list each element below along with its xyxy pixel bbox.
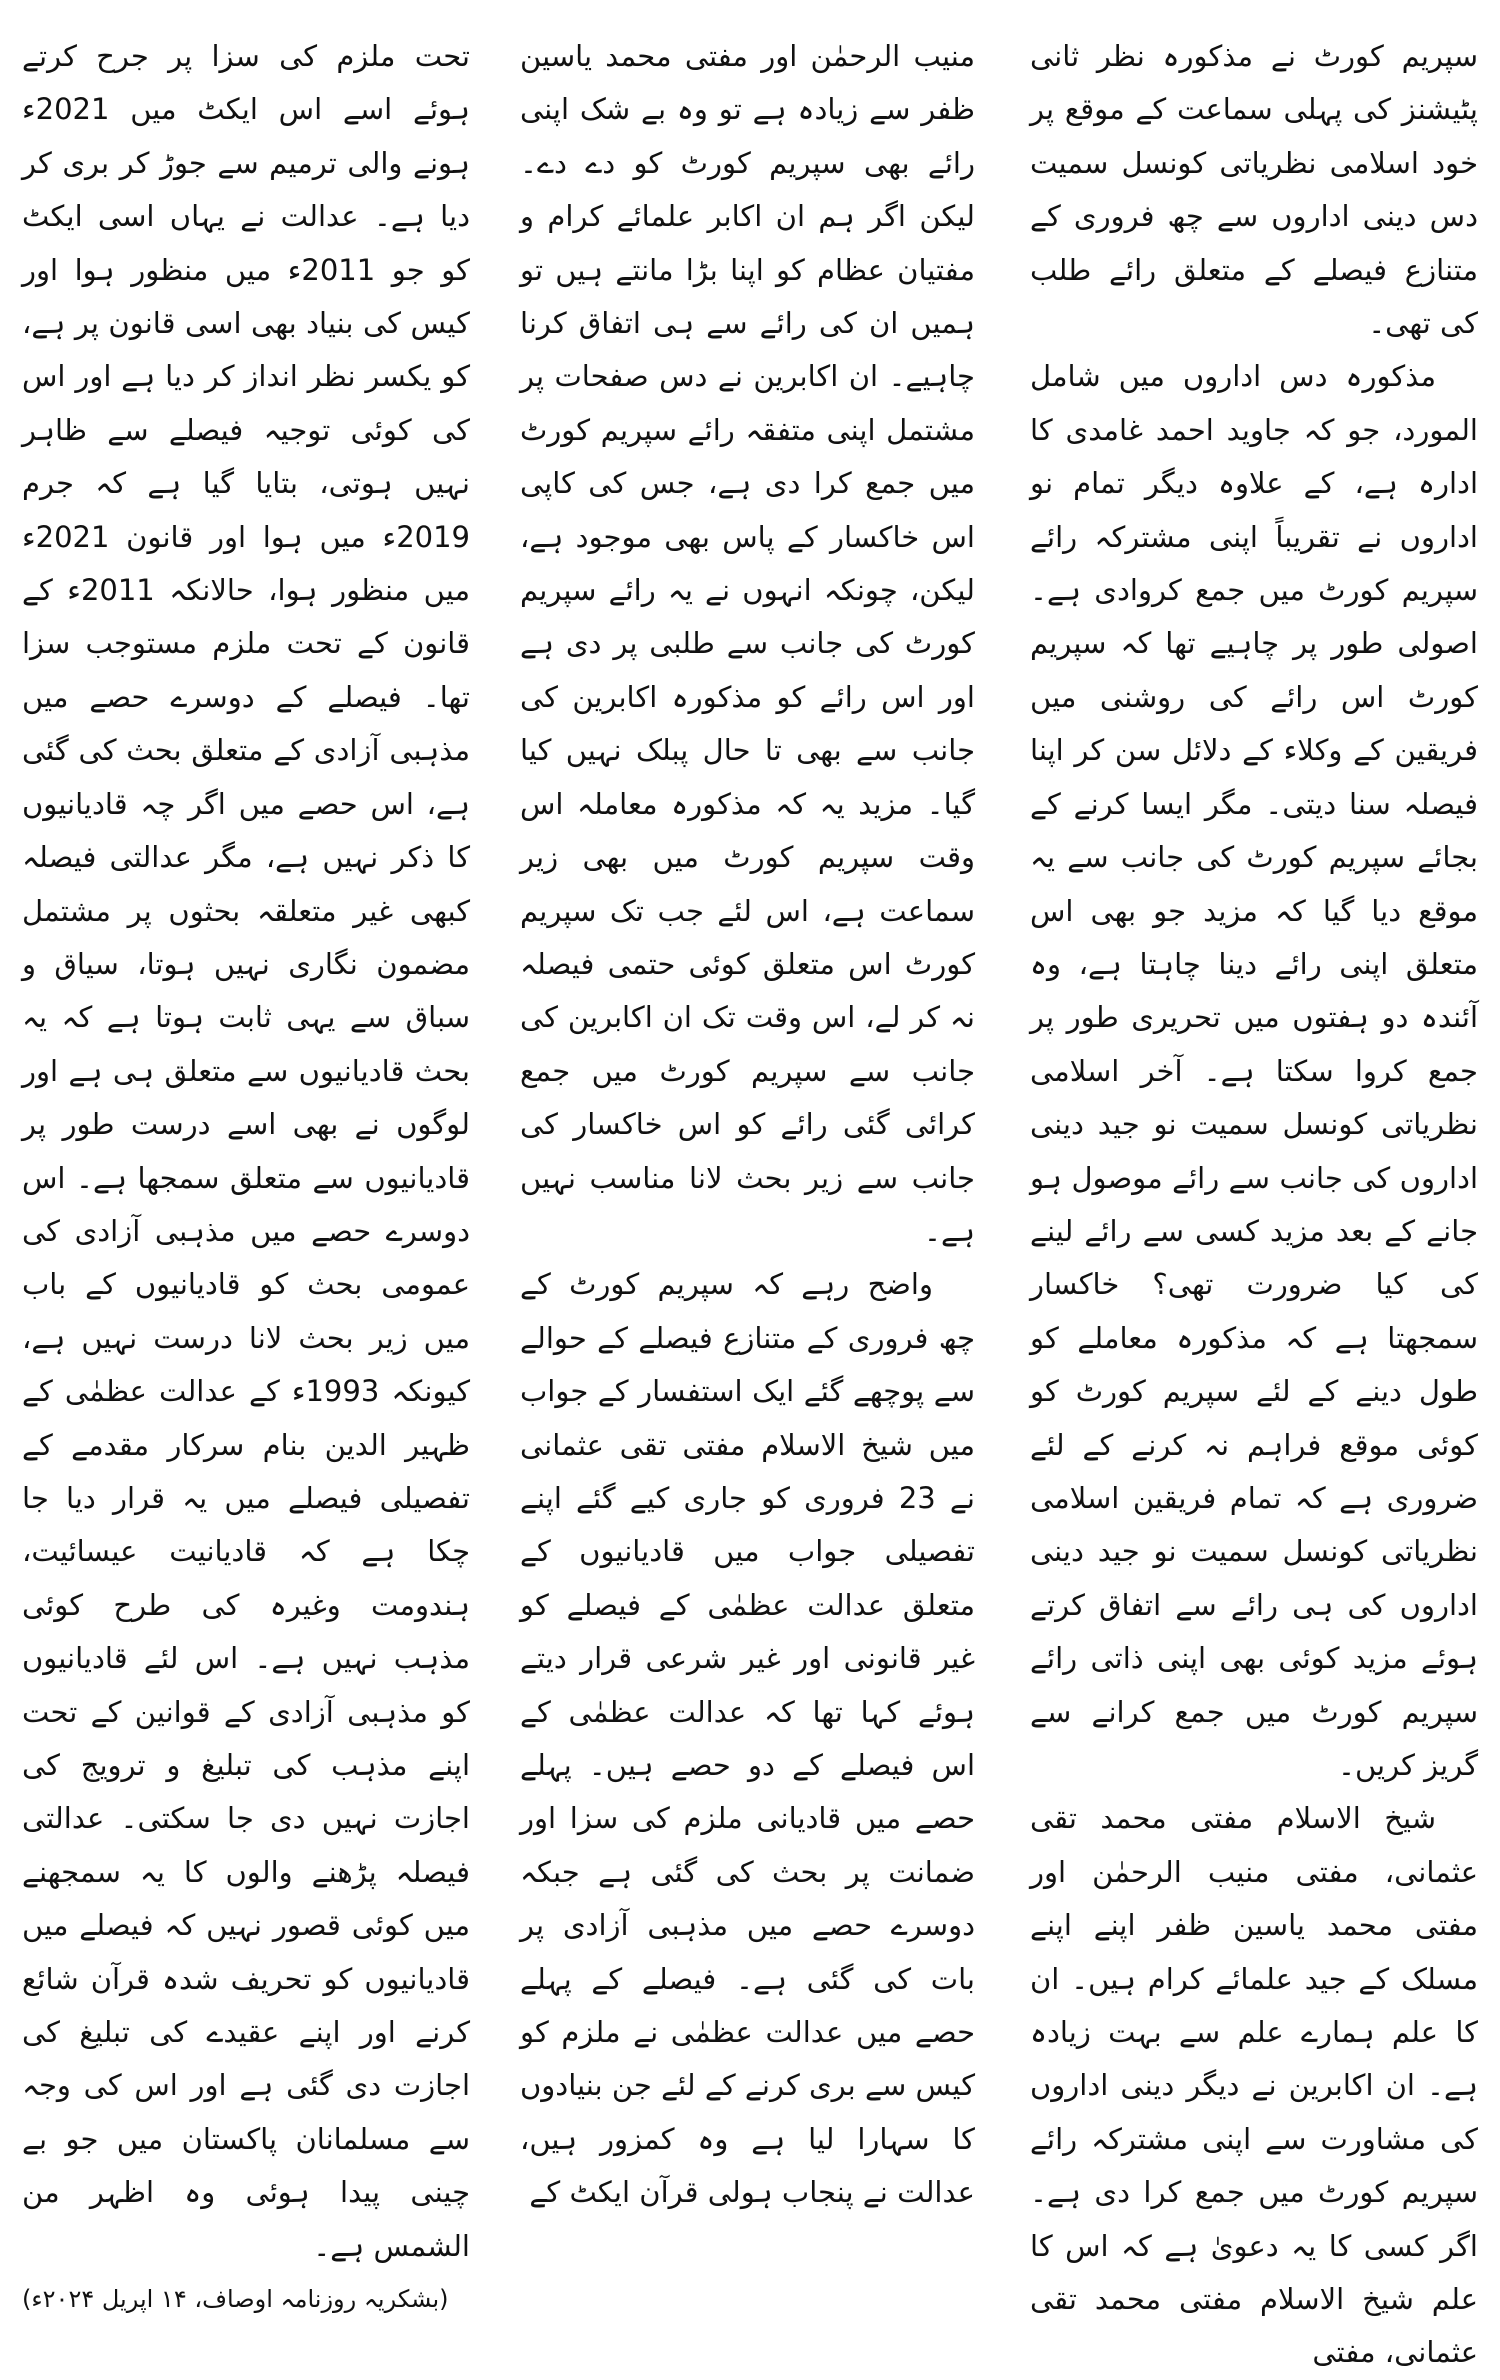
column-right-paragraph-1: سپریم کورٹ نے مذکورہ نظر ثانی پٹیشنز کی پہلی سماعت کے موقع پر خود اسلامی نظریاتی کونسل سمیت دس دینی اداروں سے چھ فروری کے متنازع فیصلے کے متعلق رائے طلب کی تھی۔ [1030,39,1478,341]
source-credit: (بشکریہ روزنامہ اوصاف، ۱۴ اپریل ۲۰۲۴ء) [22,2285,449,2314]
column-middle-paragraph-1: منیب الرحمٰن اور مفتی محمد یاسین ظفر سے زیادہ ہے تو وہ بے شک اپنی رائے بھی سپریم کورٹ کو دے دے۔ لیکن اگر ہم ان اکابر علمائے کرام و مفتیان عظام کو اپنا بڑا مانتے ہیں تو ہمیں ان کی رائے سے ہی اتفاق کرنا چاہیے۔ ان اکابرین نے دس صفحات پر مشتمل اپنی متفقہ رائے سپریم کورٹ میں جمع کرا دی ہے، جس کی کاپی اس خاکسار کے پاس بھی موجود ہے، لیکن، چونکہ انہوں نے یہ رائے سپریم کورٹ کی جانب سے طلبی پر دی ہے اور اس رائے کو مذکورہ اکابرین کی جانب سے بھی تا حال پبلک نہیں کیا گیا۔ مزید یہ کہ مذکورہ معاملہ اس وقت سپریم کورٹ میں بھی زیر سماعت ہے، اس لئے جب تک سپریم کورٹ اس متعلق کوئی حتمی فیصلہ نہ کر لے، اس وقت تک ان اکابرین کی جانب سے سپریم کورٹ میں جمع کرائی گئی رائے کو اس خاکسار کی جانب سے زیر بحث لانا مناسب نہیں ہے۔ [520,39,975,1248]
column-right-paragraph-3: شیخ الاسلام مفتی محمد تقی عثمانی، مفتی منیب الرحمٰن اور مفتی محمد یاسین ظفر اپنے اپنے مسلک کے جید علمائے کرام ہیں۔ ان کا علم ہمارے علم سے بہت زیادہ ہے۔ ان اکابرین نے دیگر دینی اداروں کی مشاورت سے اپنی مشترکہ رائے سپریم کورٹ میں جمع کرا دی ہے۔ اگر کسی کا یہ دعویٰ ہے کہ اس کا علم شیخ الاسلام مفتی محمد تقی عثمانی، مفتی [1030,1801,1478,2370]
column-right-paragraph-2: مذکورہ دس اداروں میں شامل المورد، جو کہ جاوید احمد غامدی کا ادارہ ہے، کے علاوہ دیگر تمام نو اداروں نے تقریباً اپنی مشترکہ رائے سپریم کورٹ میں جمع کروادی ہے۔ اصولی طور پر چاہیے تھا کہ سپریم کورٹ اس رائے کی روشنی میں فریقین کے وکلاء کے دلائل سن کر اپنا فیصلہ سنا دیتی۔ مگر ایسا کرنے کے بجائے سپریم کورٹ کی جانب سے یہ موقع دیا گیا کہ مزید جو بھی اس متعلق اپنی رائے دینا چاہتا ہے، وہ آئندہ دو ہفتوں میں تحریری طور پر جمع کروا سکتا ہے۔ آخر اسلامی نظریاتی کونسل سمیت نو جید دینی اداروں کی جانب سے رائے موصول ہو جانے کے بعد مزید کسی سے رائے لینے کی کیا ضرورت تھی؟ خاکسار سمجھتا ہے کہ مذکورہ معاملے کو طول دینے کے لئے سپریم کورٹ کو کوئی موقع فراہم نہ کرنے کے لئے ضروری ہے کہ تمام فریقین اسلامی نظریاتی کونسل سمیت نو جید دینی اداروں کی ہی رائے سے اتفاق کرتے ہوئے مزید کوئی بھی اپنی ذاتی رائے سپریم کورٹ میں جمع کرانے سے گریز کریں۔ [1030,359,1478,1782]
column-middle-paragraph-2: واضح رہے کہ سپریم کورٹ کے چھ فروری کے متنازع فیصلے کے حوالے سے پوچھے گئے ایک استفسار کے جواب میں شیخ الاسلام مفتی تقی عثمانی نے 23 فروری کو جاری کیے گئے اپنے تفصیلی جواب میں قادیانیوں کے متعلق عدالت عظمٰی کے فیصلے کو غیر قانونی اور غیر شرعی قرار دیتے ہوئے کہا تھا کہ عدالت عظمٰی کے اس فیصلے کے دو حصے ہیں۔ پہلے حصے میں قادیانی ملزم کی سزا اور ضمانت پر بحث کی گئی ہے جبکہ دوسرے حصے میں مذہبی آزادی پر بات کی گئی ہے۔ فیصلے کے پہلے حصے میں عدالت عظمٰی نے ملزم کو کیس سے بری کرنے کے لئے جن بنیادوں کا سہارا لیا ہے وہ کمزور ہیں، عدالت نے پنجاب ہولی قرآن ایکٹ کے [520,1267,975,2210]
article-column-middle [520,30,975,2210]
article-column-left [22,30,470,2314]
column-left-paragraph-1: تحت ملزم کی سزا پر جرح کرتے ہوئے اسے اس ایکٹ میں 2021ء ہونے والی ترمیم سے جوڑ کر بری کر دیا ہے۔ عدالت نے یہاں اسی ایکٹ کو جو 2011ء میں منظور ہوا اور کیس کی بنیاد بھی اسی قانون پر ہے، کو یکسر نظر انداز کر دیا ہے اور اس کی کوئی توجیہ فیصلے سے ظاہر نہیں ہوتی، بتایا گیا ہے کہ جرم 2019ء میں ہوا اور قانون 2021ء میں منظور ہوا، حالانکہ 2011ء کے قانون کے تحت ملزم مستوجب سزا تھا۔ فیصلے کے دوسرے حصے میں مذہبی آزادی کے متعلق بحث کی گئی ہے، اس حصے میں اگر چہ قادیانیوں کا ذکر نہیں ہے، مگر عدالتی فیصلہ کبھی غیر متعلقہ بحثوں پر مشتمل مضمون نگاری نہیں ہوتا، سیاق و سباق سے یہی ثابت ہوتا ہے کہ یہ بحث قادیانیوں سے متعلق ہی ہے اور لوگوں نے بھی اسے درست طور پر قادیانیوں سے متعلق سمجھا ہے۔ اس دوسرے حصے میں مذہبی آزادی کی عمومی بحث کو قادیانیوں کے باب میں زیر بحث لانا درست نہیں ہے، کیونکہ 1993ء کے عدالت عظمٰی کے ظہیر الدین بنام سرکار مقدمے کے تفصیلی فیصلے میں یہ قرار دیا جا چکا ہے کہ قادیانیت عیسائیت، ہندومت وغیرہ کی طرح کوئی مذہب نہیں ہے۔ اس لئے قادیانیوں کو مذہبی آزادی کے قوانین کے تحت اپنے مذہب کی تبلیغ و ترویج کی اجازت نہیں دی جا سکتی۔ عدالتی فیصلہ پڑھنے والوں کا یہ سمجھنے میں کوئی قصور نہیں کہ فیصلے میں قادیانیوں کو تحریف شدہ قرآن شائع کرنے اور اپنے عقیدے کی تبلیغ کی اجازت دی گئی ہے اور اس کی وجہ سے مسلمانان پاکستان میں جو بے چینی پیدا ہوئی وہ اظہر من الشمس ہے۔ [22,39,470,2263]
article-column-right [1030,30,1478,2370]
